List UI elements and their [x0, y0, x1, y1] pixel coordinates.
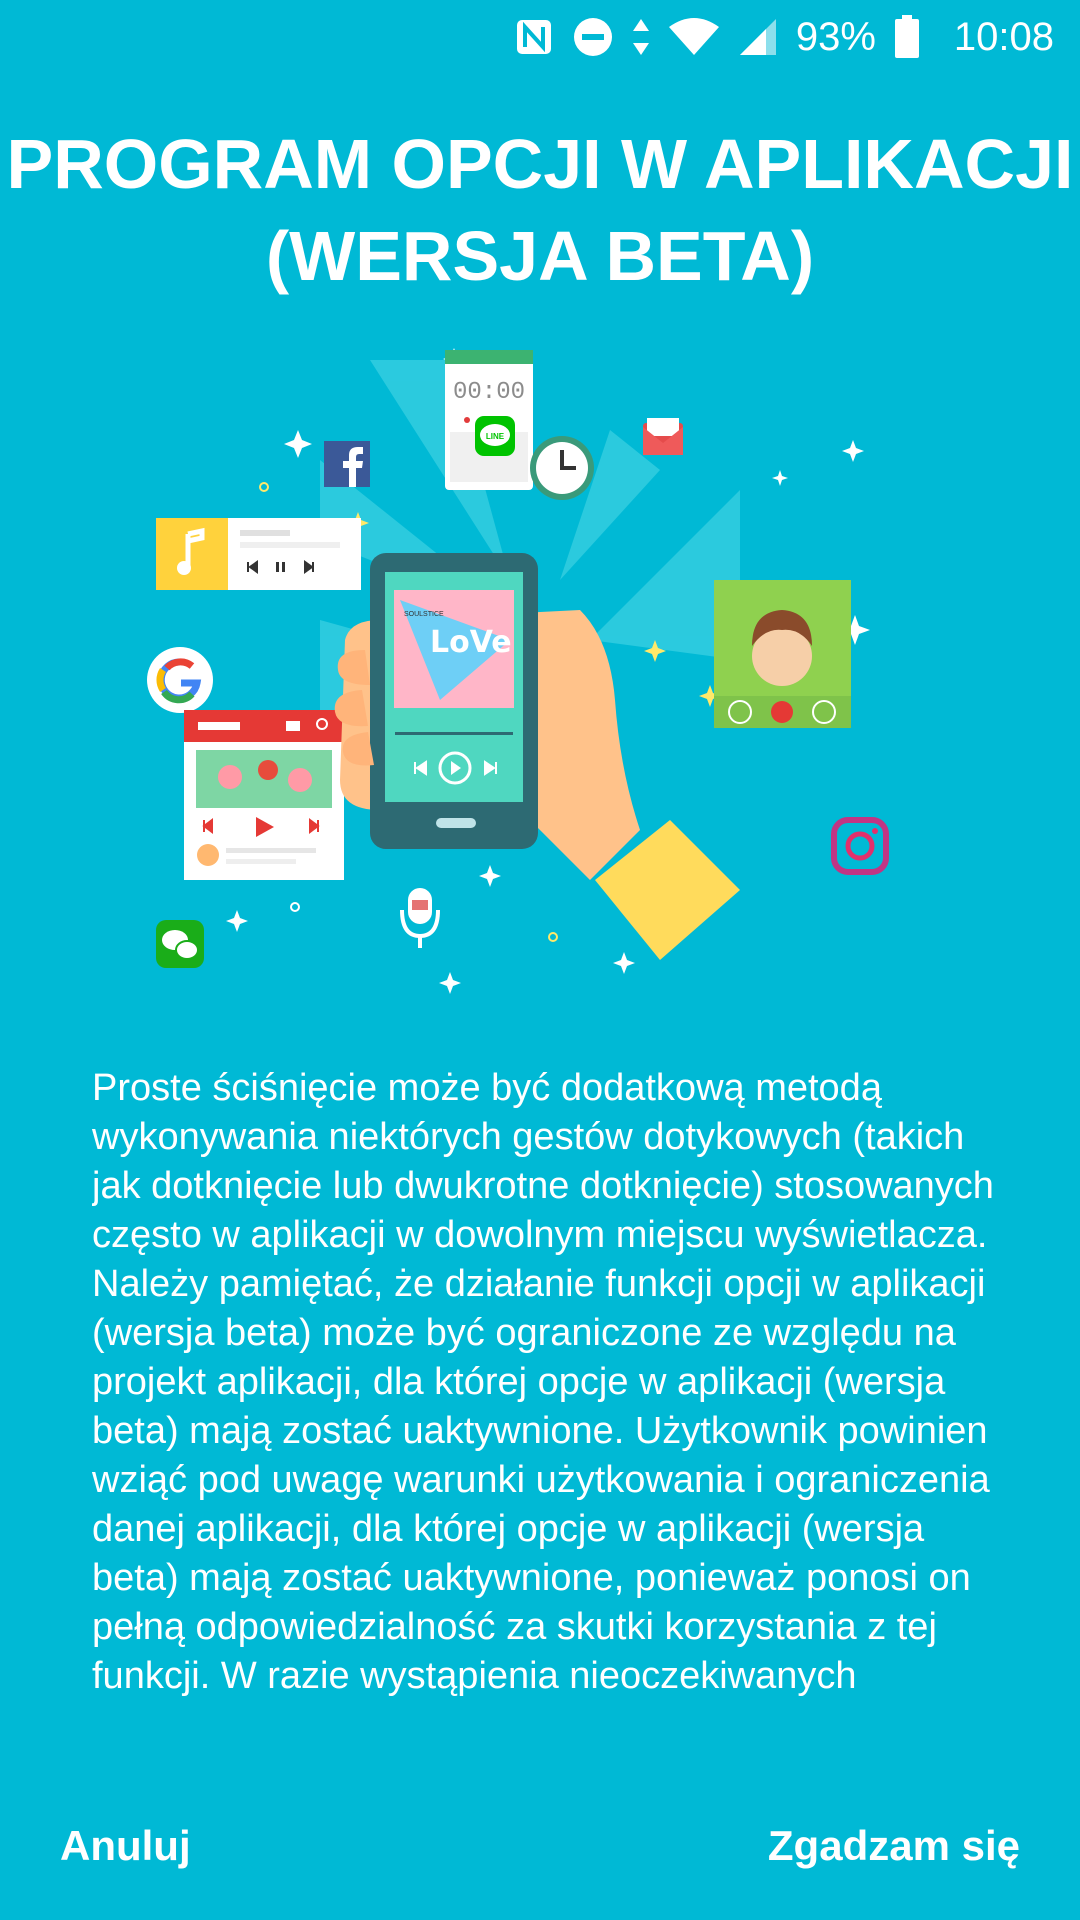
wechat-icon [156, 920, 204, 968]
description-scroll[interactable] [92, 1064, 1012, 1784]
page-title [0, 118, 1080, 302]
album-label: SOULSTICE [404, 611, 444, 618]
google-icon [147, 647, 213, 713]
illustration [140, 340, 940, 1000]
data-arrows-icon [632, 17, 650, 57]
album-art-text: LoVe [430, 625, 512, 660]
video-player-card [184, 710, 344, 880]
music-player-card [156, 518, 361, 590]
title-line-1: PROGRAM OPCJI W APLIKACJI [6, 125, 1074, 203]
line-icon [475, 416, 515, 456]
video-call-card [714, 580, 851, 728]
nfc-icon [514, 17, 554, 57]
status-bar [0, 0, 1080, 74]
clock-icon [530, 436, 594, 500]
microphone-icon [402, 888, 438, 948]
signal-icon [738, 17, 778, 57]
email-icon [643, 418, 683, 455]
cancel-button[interactable]: Anuluj [60, 1822, 191, 1869]
battery-icon [894, 15, 920, 59]
wifi-icon [668, 17, 720, 57]
do-not-disturb-icon [572, 16, 614, 58]
agree-button[interactable]: Zgadzam się [767, 1822, 1020, 1869]
facebook-icon [324, 441, 370, 487]
line-logo-text: LINE [485, 432, 505, 441]
clock-time: 10:08 [953, 14, 1054, 59]
title-line-2: (WERSJA BETA) [265, 217, 815, 295]
timer-text: 00:00 [452, 379, 526, 406]
instagram-icon [834, 820, 886, 872]
description-text: Proste ściśnięcie może być dodatkową metodą wykonywania niektórych gestów dotykowych (takich jak dotknięcie lub dwukrotne dotknięcie) stosowanych często w aplikacji w dowolnym miejscu wyświetlacza. Należy pamiętać, że działanie funkcji opcji w aplikacji (wersja beta) może być ograniczone ze względu na projekt aplikacji, dla której opcje w aplikacji (wersja beta) mają zostać uaktywnione. Użytkownik powinien wziąć pod uwagę warunki użytkowania i ograniczenia danej aplikacji, dla której opcje w aplikacji (wersja beta) mają zostać uaktywnione, ponieważ ponosi on pełną odpowiedzialność za skutki korzystania z tej funkcji. W razie wystąpienia nieoczekiwanych [92, 1067, 994, 1697]
battery-percent: 93% [795, 14, 876, 59]
